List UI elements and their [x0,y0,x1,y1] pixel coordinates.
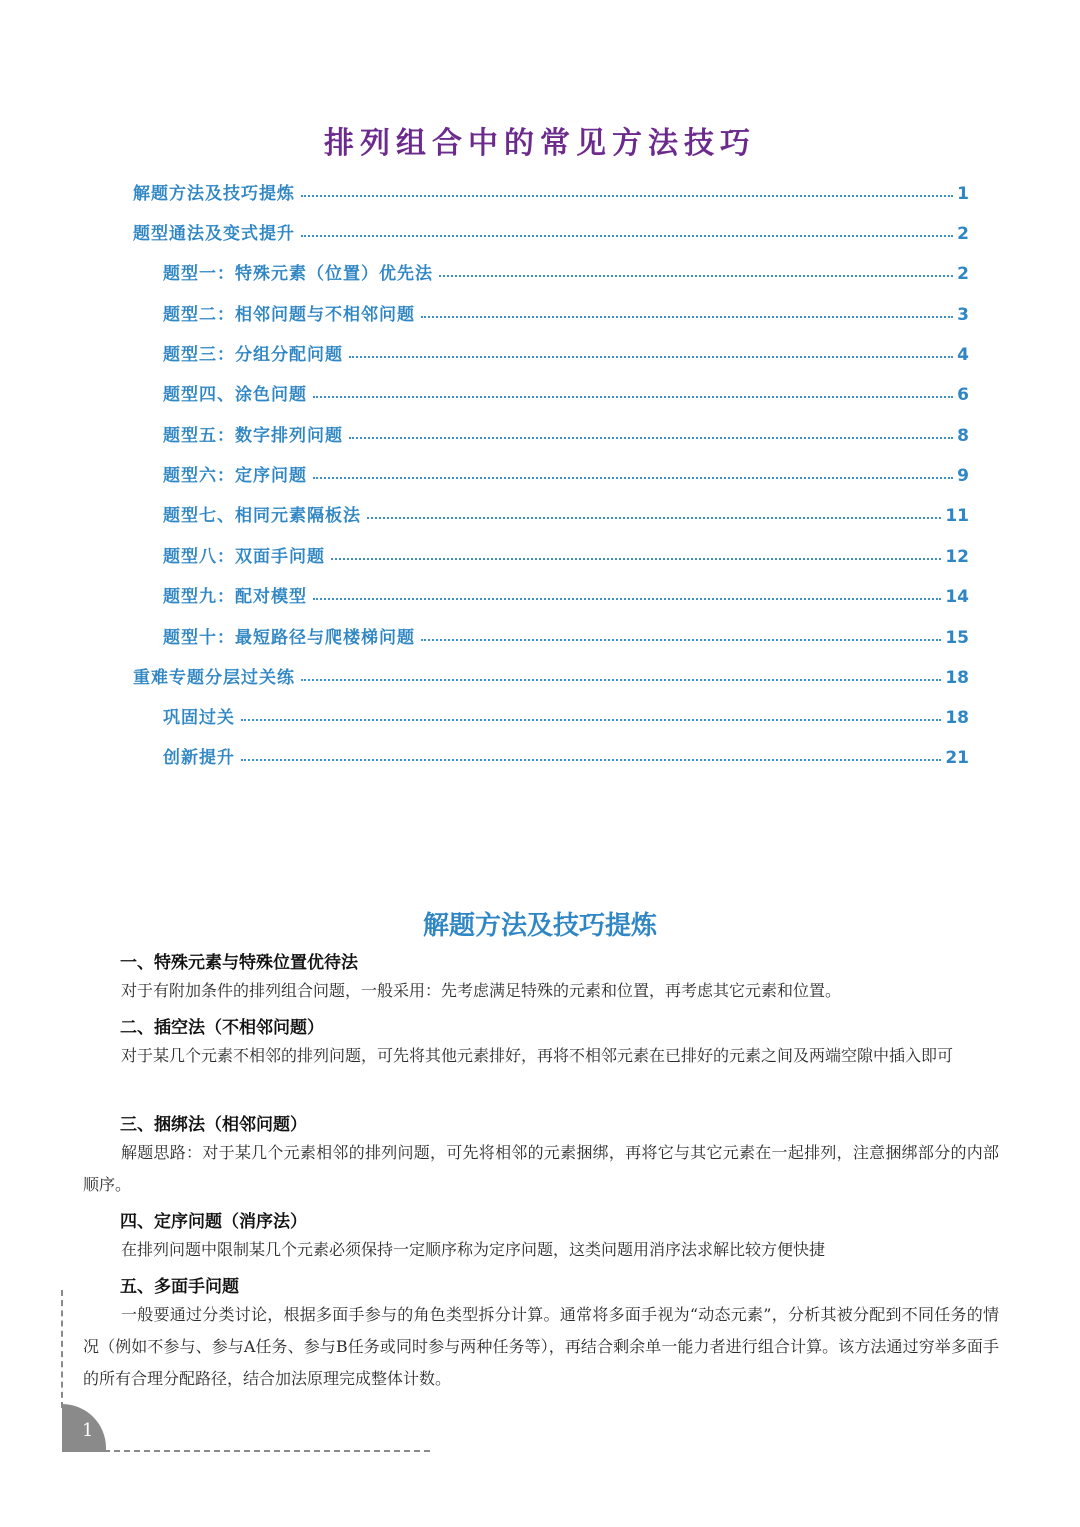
toc-entry-label: 题型二：相邻问题与不相邻问题 [163,305,415,325]
toc-leader [301,234,953,237]
toc-entry[interactable] [163,738,969,768]
toc-entry[interactable] [163,335,969,365]
toc-entry-page: 6 [957,385,969,405]
toc-entry[interactable] [163,698,969,728]
toc-entry-page: 1 [957,184,969,204]
toc-entry-page: 12 [945,547,969,567]
toc-entry-label: 巩固过关 [163,708,235,728]
toc-entry-page: 2 [957,264,969,284]
section-heading: 二、插空法（不相邻问题） [120,1018,324,1038]
page-number-corner [62,1404,106,1452]
toc-entry[interactable] [163,375,969,405]
toc-entry-label: 重难专题分层过关练 [133,668,295,688]
toc-leader [421,638,941,641]
toc-leader [241,758,941,761]
toc-leader [349,355,953,358]
toc-entry[interactable] [163,416,969,446]
page-number: 1 [82,1420,94,1441]
toc-entry-page: 3 [957,305,969,325]
section-paragraph: 一般要通过分类讨论，根据多面手参与的角色类型拆分计算。通常将多面手视为“动态元素”，分析其被分配到不同任务的情况（例如不参与、参与A任务、参与B任务或同时参与两种任务等），再结合剩余单一能力者进行组合计算。该方法通过穷举多面手的所有合理分配路径，结合加法原理完成整体计数。 [83,1305,999,1388]
toc-entry-label: 题型十：最短路径与爬楼梯问题 [163,628,415,648]
toc-entry[interactable] [163,577,969,607]
toc-entry[interactable] [163,254,969,284]
toc-leader [439,274,953,277]
toc-entry-page: 8 [957,426,969,446]
section-paragraph: 对于某几个元素不相邻的排列问题，可先将其他元素排好，再将不相邻元素在已排好的元素之间及两端空隙中插入即可 [121,1046,954,1065]
toc-entry-label: 题型三：分组分配问题 [163,345,343,365]
section-paragraph: 在排列问题中限制某几个元素必须保持一定顺序称为定序问题，这类问题用消序法求解比较方便快捷 [121,1240,826,1259]
toc-leader [313,476,953,479]
toc-entry[interactable] [163,496,969,526]
toc-leader [313,395,953,398]
toc-entry-label: 题型一：特殊元素（位置）优先法 [163,264,433,284]
toc-entry-page: 11 [945,506,969,526]
toc-entry-page: 18 [945,668,969,688]
toc-entry[interactable] [133,658,969,688]
section-heading: 三、捆绑法（相邻问题） [120,1115,307,1135]
toc-entry-label: 题型五：数字排列问题 [163,426,343,446]
section-title: 解题方法及技巧提炼 [422,911,657,941]
page-border-dashed-vertical [61,1290,63,1408]
section-heading: 一、特殊元素与特殊位置优待法 [120,953,358,973]
toc-entry[interactable] [163,537,969,567]
toc-entry[interactable] [163,456,969,486]
toc-leader [349,436,953,439]
toc-entry-page: 2 [957,224,969,244]
toc-entry-label: 题型四、涂色问题 [163,385,307,405]
section-heading: 五、多面手问题 [120,1277,239,1297]
toc-entry-label: 题型七、相同元素隔板法 [163,506,361,526]
toc-entry[interactable] [163,618,969,648]
toc-leader [301,678,941,681]
toc-entry-page: 15 [945,628,969,648]
toc-leader [301,194,953,197]
toc-entry-label: 解题方法及技巧提炼 [133,184,295,204]
toc-leader [421,315,953,318]
toc-entry-label: 题型通法及变式提升 [133,224,295,244]
toc-leader [331,557,941,560]
toc-entry-label: 题型九：配对模型 [163,587,307,607]
toc-entry-label: 题型六：定序问题 [163,466,307,486]
toc-entry-page: 4 [957,345,969,365]
toc-entry-page: 21 [945,748,969,768]
toc-leader [241,718,941,721]
toc-entry[interactable] [133,214,969,244]
toc-entry[interactable] [133,174,969,204]
document-title: 排列组合中的常见方法技巧 [324,126,756,161]
toc-entry[interactable] [163,295,969,325]
toc-entry-label: 创新提升 [163,748,235,768]
toc-entry-page: 18 [945,708,969,728]
toc-entry-page: 14 [945,587,969,607]
section-paragraph: 解题思路：对于某几个元素相邻的排列问题，可先将相邻的元素捆绑，再将它与其它元素在一起排列，注意捆绑部分的内部顺序。 [83,1143,999,1194]
toc-entry-label: 题型八：双面手问题 [163,547,325,567]
page-border-dashed-horizontal [104,1450,430,1452]
section-paragraph: 对于有附加条件的排列组合问题，一般采用：先考虑满足特殊的元素和位置，再考虑其它元素和位置。 [121,981,842,1000]
toc-leader [313,597,941,600]
toc-leader [367,516,941,519]
toc-entry-page: 9 [957,466,969,486]
section-heading: 四、定序问题（消序法） [120,1212,307,1232]
